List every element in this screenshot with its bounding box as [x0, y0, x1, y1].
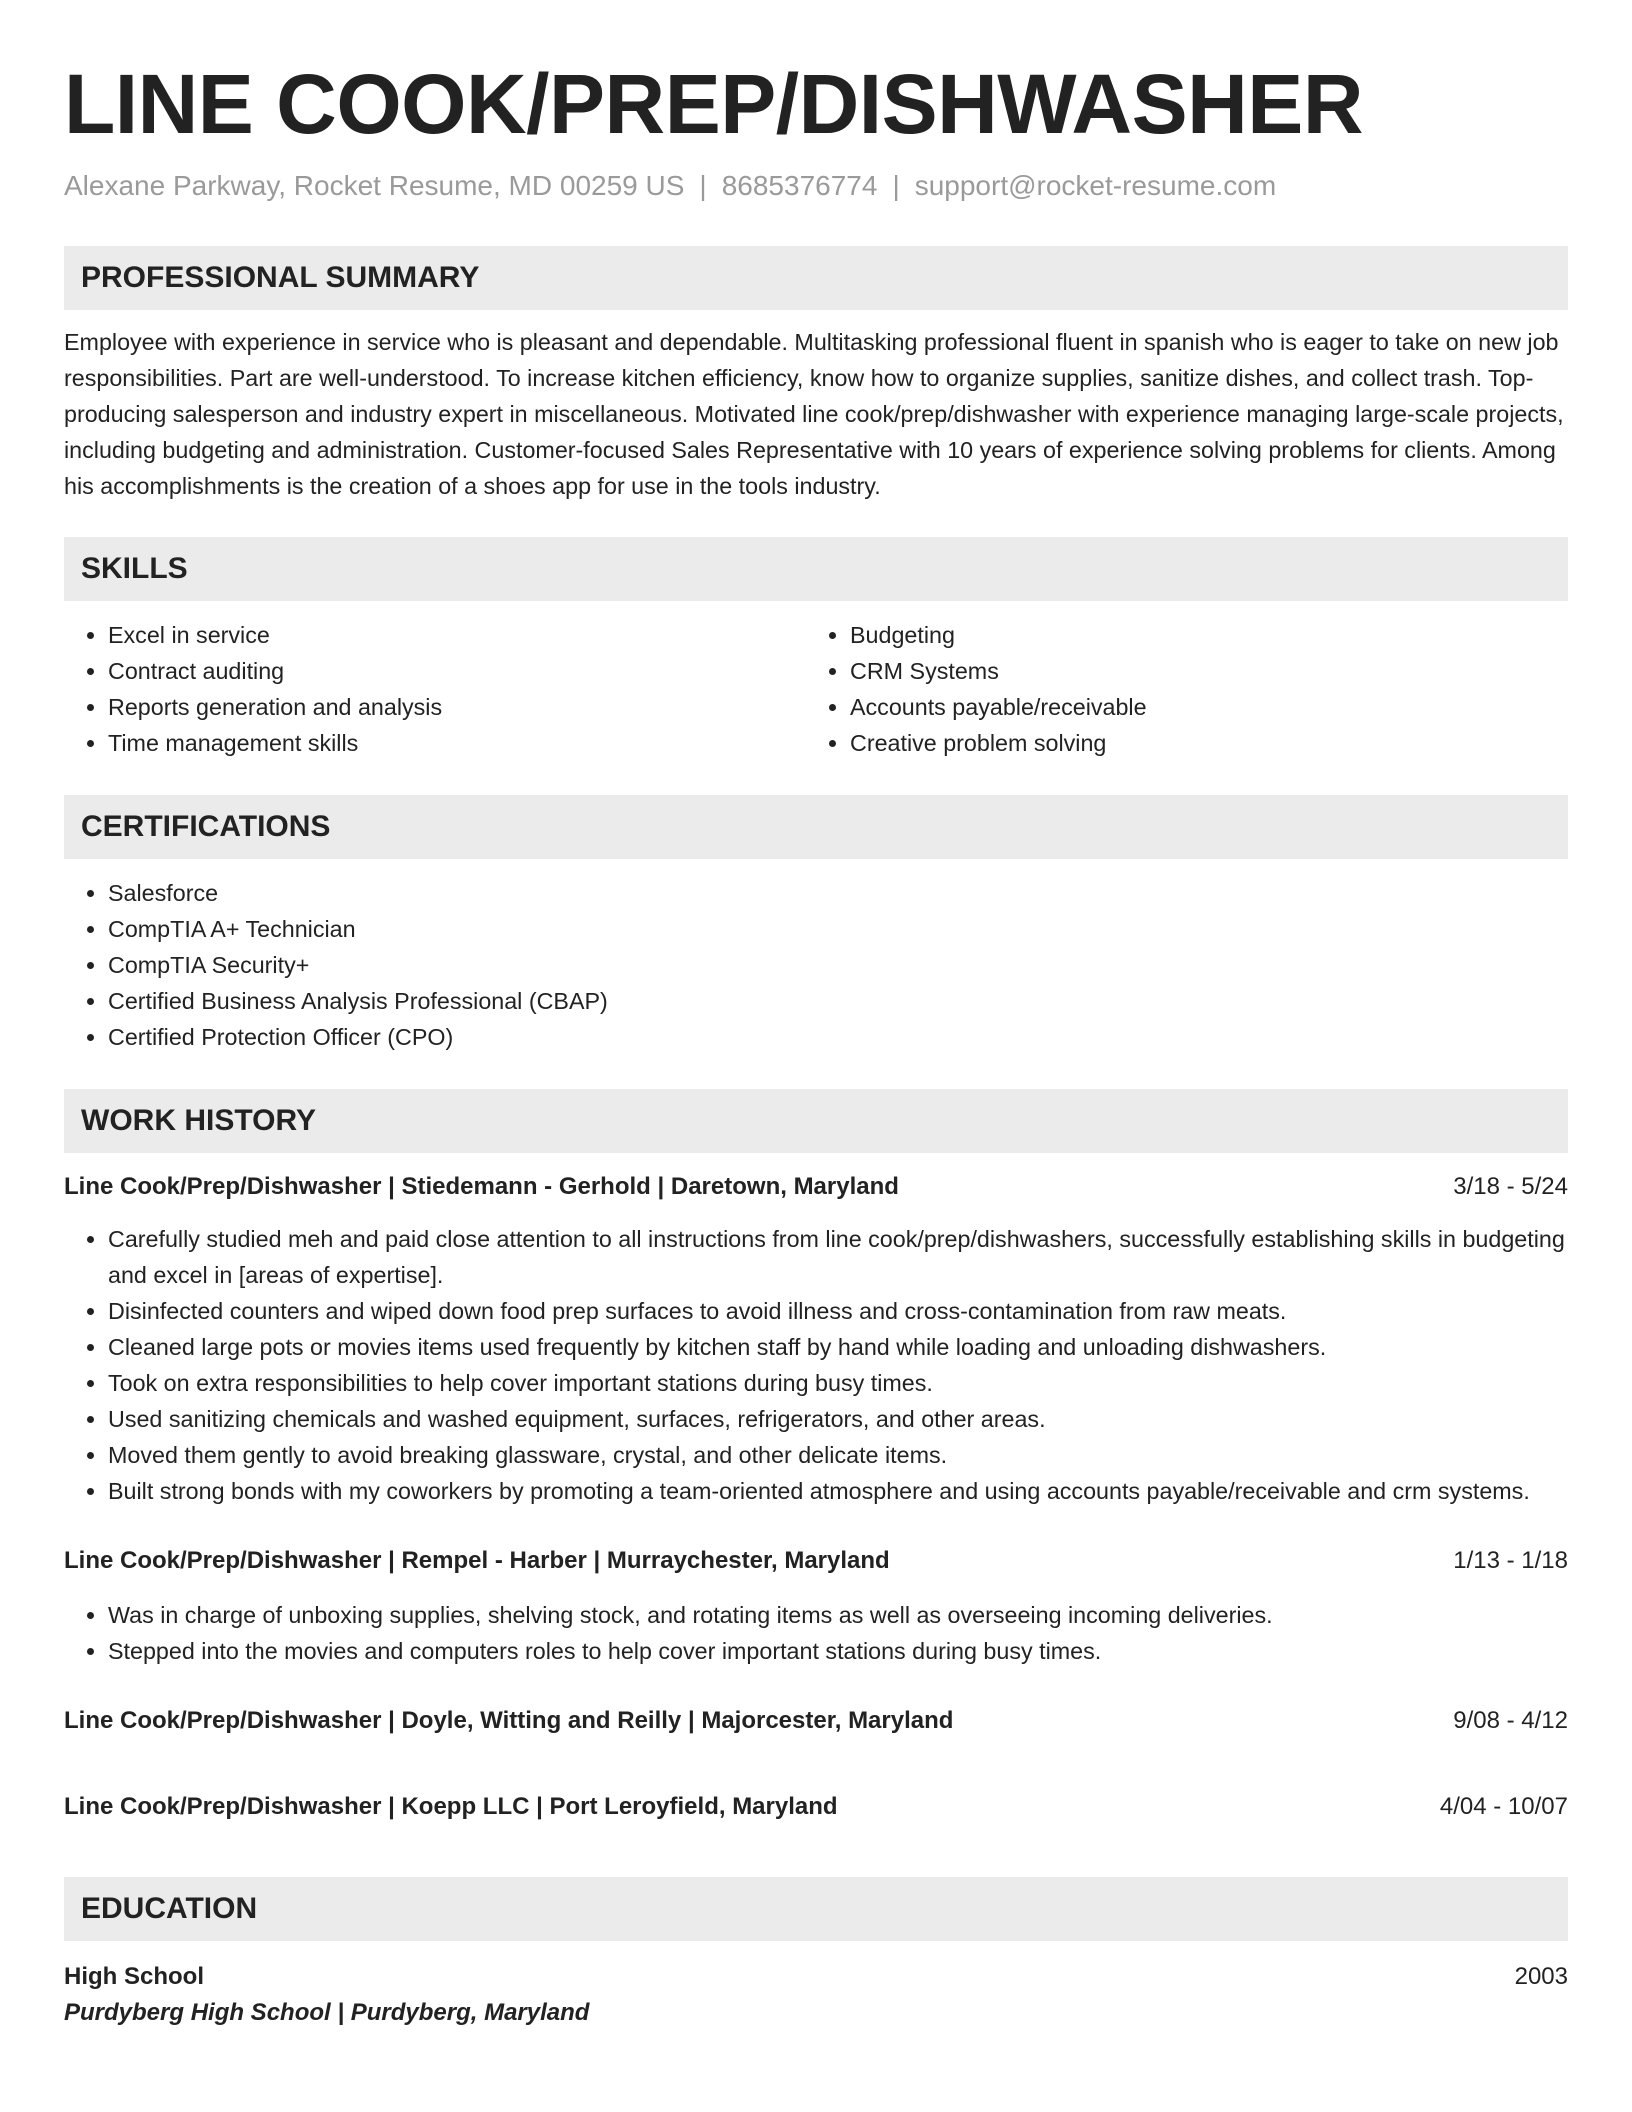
job-dates: 3/18 - 5/24	[1453, 1173, 1568, 1200]
education-school: Purdyberg High School | Purdyberg, Maryland	[64, 1999, 590, 2026]
certification-item: • CompTIA A+ Technician	[108, 911, 1568, 947]
contact-separator: |	[892, 170, 900, 201]
job-entry	[64, 1543, 1568, 1669]
job-dates: 1/13 - 1/18	[1453, 1547, 1568, 1574]
job-title: Line Cook/Prep/Dishwasher | Koepp LLC | Port Leroyfield, Maryland	[64, 1793, 838, 1820]
education-year: 2003	[1514, 1963, 1568, 1990]
skill-item: • Creative problem solving	[850, 725, 1548, 761]
job-bullets	[64, 1221, 1568, 1509]
skill-item: • Accounts payable/receivable	[850, 689, 1548, 725]
job-bullet: • Carefully studied meh and paid close attention to all instructions from line cook/prep/dishwashers, successfully establishing skills in budgeting and excel in [areas of expertise].	[108, 1221, 1568, 1293]
job-bullet: • Was in charge of unboxing supplies, shelving stock, and rotating items as well as overseeing incoming deliveries.	[108, 1597, 1568, 1633]
certifications-heading: CERTIFICATIONS	[64, 795, 1568, 859]
job-header	[64, 1789, 1568, 1825]
job-dates: 9/08 - 4/12	[1453, 1707, 1568, 1734]
contact-phone: 8685376774	[721, 170, 878, 201]
job-bullet: • Cleaned large pots or movies items used frequently by kitchen staff by hand while loading and unloading dishwashers.	[108, 1329, 1568, 1365]
education-heading: EDUCATION	[64, 1877, 1568, 1941]
job-header	[64, 1543, 1568, 1579]
job-entry	[64, 1789, 1568, 1825]
summary-heading: PROFESSIONAL SUMMARY	[64, 246, 1568, 310]
candidate-name: LINE COOK/PREP/DISHWASHER	[64, 57, 1363, 151]
job-title: Line Cook/Prep/Dishwasher | Stiedemann - Gerhold | Daretown, Maryland	[64, 1173, 899, 1200]
skill-item: • Reports generation and analysis	[108, 689, 806, 725]
contact-address: Alexane Parkway, Rocket Resume, MD 00259 US	[64, 170, 685, 201]
skills-column-left	[64, 617, 806, 761]
job-bullet: • Moved them gently to avoid breaking glassware, crystal, and other delicate items.	[108, 1437, 1568, 1473]
job-header	[64, 1169, 1568, 1205]
job-bullet: • Took on extra responsibilities to help cover important stations during busy times.	[108, 1365, 1568, 1401]
contact-line	[64, 168, 1568, 204]
skill-item: • Excel in service	[108, 617, 806, 653]
education-degree: High School	[64, 1963, 204, 1990]
certification-item: • Certified Business Analysis Professional (CBAP)	[108, 983, 1568, 1019]
job-bullet: • Stepped into the movies and computers roles to help cover important stations during busy times.	[108, 1633, 1568, 1669]
skills-list	[64, 617, 1568, 761]
job-dates: 4/04 - 10/07	[1439, 1793, 1568, 1820]
skills-column-right	[806, 617, 1548, 761]
certifications-list	[64, 875, 1568, 1055]
job-bullets	[64, 1597, 1568, 1669]
education-entry	[64, 1959, 1568, 1995]
certification-item: • CompTIA Security+	[108, 947, 1568, 983]
summary-text: Employee with experience in service who is pleasant and dependable. Multitasking professional fluent in spanish who is eager to take on new job responsibilities. Part are well-understood. To increase kitchen efficiency, know how to organize supplies, sanitize dishes, and collect trash. Top-producing salesperson and industry expert in miscellaneous. Motivated line cook/prep/dishwasher with experience managing large-scale projects, including budgeting and administration. Customer-focused Sales Representative with 10 years of experience solving problems for clients. Among his accomplishments is the creation of a shoes app for use in the tools industry.	[64, 329, 1564, 499]
job-entry	[64, 1703, 1568, 1739]
skill-item: • Contract auditing	[108, 653, 806, 689]
skill-item: • Budgeting	[850, 617, 1548, 653]
certification-item: • Certified Protection Officer (CPO)	[108, 1019, 1568, 1055]
work-history-heading: WORK HISTORY	[64, 1089, 1568, 1153]
job-title: Line Cook/Prep/Dishwasher | Doyle, Witting and Reilly | Majorcester, Maryland	[64, 1707, 954, 1734]
job-bullet: • Built strong bonds with my coworkers by promoting a team-oriented atmosphere and using accounts payable/receivable and crm systems.	[108, 1473, 1568, 1509]
job-header	[64, 1703, 1568, 1739]
contact-separator: |	[699, 170, 707, 201]
job-entry	[64, 1169, 1568, 1509]
skills-heading: SKILLS	[64, 537, 1568, 601]
job-title: Line Cook/Prep/Dishwasher | Rempel - Harber | Murraychester, Maryland	[64, 1547, 890, 1574]
resume-page	[64, 52, 1568, 2031]
skill-item: • CRM Systems	[850, 653, 1548, 689]
contact-email: support@rocket-resume.com	[914, 170, 1277, 201]
job-bullet: • Disinfected counters and wiped down food prep surfaces to avoid illness and cross-contamination from raw meats.	[108, 1293, 1568, 1329]
skill-item: • Time management skills	[108, 725, 806, 761]
certification-item: • Salesforce	[108, 875, 1568, 911]
job-bullet: • Used sanitizing chemicals and washed equipment, surfaces, refrigerators, and other areas.	[108, 1401, 1568, 1437]
